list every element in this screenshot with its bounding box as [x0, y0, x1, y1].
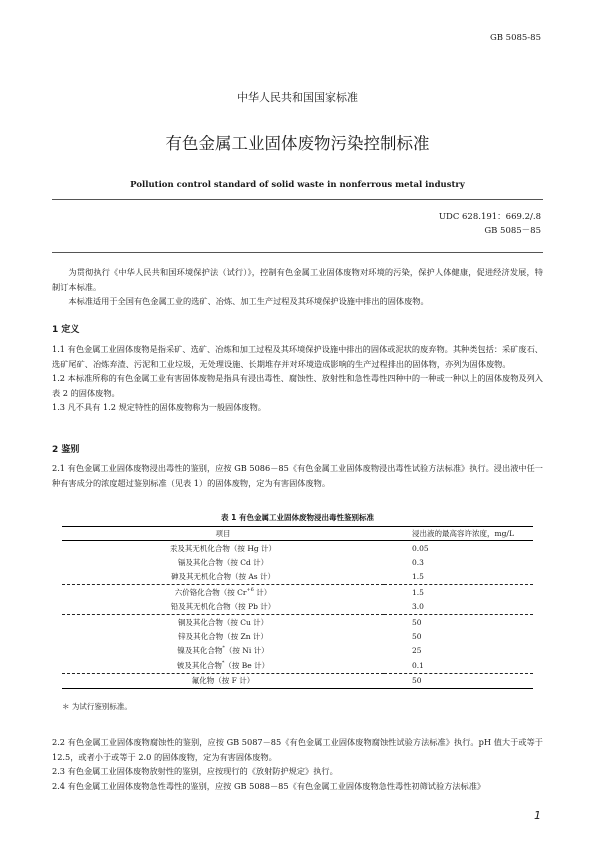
table-row: [62, 644, 533, 658]
item-text-tail: （按 Ni 计）: [224, 646, 269, 656]
table-row: [62, 600, 533, 615]
item-text: 镍及其化合物: [177, 646, 223, 656]
table-caption: 表 1 有色金属工业固体废物浸出毒性鉴别标准: [221, 513, 374, 522]
standard-number: GB 5085-85: [489, 33, 541, 43]
divider: [52, 199, 543, 200]
asterisk-mark: *: [221, 659, 225, 666]
item-cell: 氟化物（按 F 计）: [62, 673, 384, 688]
item-text: 六价铬化合物（按 Cr: [174, 587, 247, 597]
table-row: [62, 555, 533, 569]
item-cell: [62, 644, 384, 658]
item-text-tail: 计）: [253, 587, 272, 597]
clause: 1.2 本标准所称的有色金属工业有害固体废物是指具有浸出毒性、腐蚀性、放射性和急性毒性四种中的一种或一种以上的固体废物及列入表 2 的固体废物。: [52, 373, 543, 398]
leaching-toxicity-table: [62, 526, 533, 689]
item-cell: 锌及其化合物（按 Zn 计）: [178, 632, 268, 642]
clause: 2.3 有色金属工业固体废物放射性的鉴别，应按现行的《放射防护规定》执行。: [52, 766, 338, 777]
column-header: 项目: [62, 527, 384, 541]
english-title: Pollution control standard of solid waste in nonferrous metal industry: [130, 180, 465, 190]
value-cell: 0.3: [412, 558, 424, 568]
clause: 2.4 有色金属工业固体废物急性毒性的鉴别，应按 GB 5088－85《有色金属工业固体废物急性毒性初筛试验方法标准》: [52, 780, 486, 791]
intro-text: [52, 265, 543, 309]
table-footnote: ＊ 为试行鉴别标准。: [62, 702, 132, 711]
table-row: [62, 658, 533, 673]
value-cell: 0.1: [384, 658, 533, 673]
asterisk-mark: *: [222, 645, 225, 652]
item-cell: 砷及其无机化合物（按 As 计）: [62, 570, 384, 585]
clause: 2.1 有色金属工业固体废物浸出毒性的鉴别，应按 GB 5086－85《有色金属工业固体废物浸出毒性试验方法标准》执行。浸出液中任一种有害成分的浓度超过鉴别标准（见表 1）的固体废物，定为有害固体废物。: [52, 463, 543, 488]
identification-text: [52, 461, 543, 490]
item-cell: 铜及其化合物（按 Cu 计）: [177, 617, 269, 627]
value-cell: 3.0: [384, 600, 533, 615]
item-cell: 铅及其无机化合物（按 Pb 计）: [62, 600, 384, 615]
item-cell: 汞及其无机化合物（按 Hg 计）: [169, 543, 277, 553]
value-cell: 50: [384, 673, 533, 688]
divider: [52, 252, 543, 253]
clause: 2.2 有色金属工业固体废物腐蚀性的鉴别，应按 GB 5087－85《有色金属工业固体废物腐蚀性试验方法标准》执行。pH 值大于或等于 12.5，或者小于或等于 2.0 的固体废物，定为有害固体废物。: [52, 737, 543, 762]
page-number: 1: [534, 809, 541, 822]
classification-block: [439, 211, 541, 238]
item-text: 铍及其化合物: [176, 660, 222, 670]
section-heading-definitions: 1 定义: [52, 325, 80, 335]
definitions-text: [52, 342, 543, 415]
value-cell: 1.5: [384, 570, 533, 585]
value-cell: 50: [412, 632, 422, 642]
item-cell: 镉及其化合物（按 Cd 计）: [177, 558, 269, 568]
value-cell: 0.05: [412, 543, 429, 553]
item-cell: [62, 658, 384, 673]
clause: 1.1 有色金属工业固体废物是指采矿、选矿、冶炼和加工过程及其环境保护设施中排出的固体或泥状的废弃物。其种类包括：采矿废石、选矿尾矿、冶炼弃渣、污泥和工业垃圾，无处理设施、长期堆存并对环境造成影响的生产过程排出的固体物，亦列为固体废物。: [52, 344, 543, 369]
identification-text-continued: [52, 735, 543, 793]
table-header-row: [62, 527, 533, 541]
table-row: [62, 614, 533, 629]
superscript: +6: [246, 586, 254, 593]
value-cell: 25: [412, 646, 422, 656]
column-header: 浸出液的最高容许浓度，mg/L: [384, 527, 533, 541]
intro-paragraph: 本标准适用于全国有色金属工业的选矿、冶炼、加工生产过程及其环境保护设施中排出的固体废物。: [68, 296, 429, 307]
table-row: [62, 585, 533, 600]
table-row: [62, 629, 533, 643]
intro-paragraph: 为贯彻执行《中华人民共和国环境保护法（试行）》，控制有色金属工业固体废物对环境的污染，保护人体健康，促进经济发展，特制订本标准。: [52, 267, 543, 292]
value-cell: 50: [412, 617, 422, 627]
gb-code: GB 5085－85: [484, 225, 541, 236]
section-heading-identification: 2 鉴别: [52, 445, 80, 455]
item-text-tail: （按 Be 计）: [224, 660, 270, 670]
table-row: [62, 570, 533, 585]
table-row: [62, 673, 533, 688]
page-title: 有色金属工业固体废物污染控制标准: [165, 134, 430, 153]
table-row: [62, 541, 533, 556]
udc-code: UDC 628.191：669.2/.8: [438, 212, 541, 222]
clause: 1.3 凡不具有 1.2 规定特性的固体废物称为一般固体废物。: [52, 402, 266, 413]
value-cell: 1.5: [412, 587, 424, 597]
item-cell: [62, 585, 384, 600]
national-standard-label: 中华人民共和国国家标准: [237, 91, 358, 104]
